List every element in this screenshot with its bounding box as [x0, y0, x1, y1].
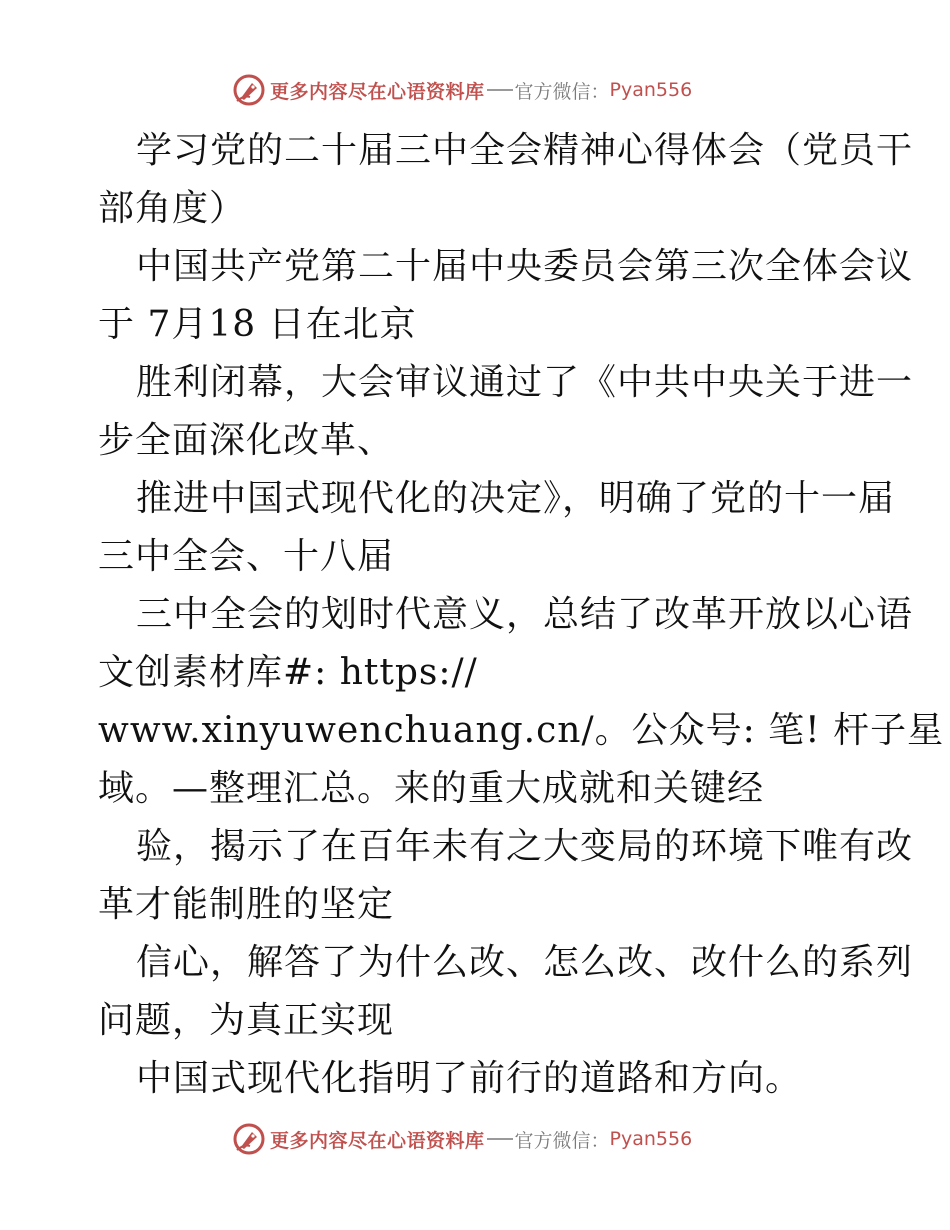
text-line: 步全面深化改革、 — [98, 420, 395, 461]
pen-nib-logo-icon — [232, 73, 266, 107]
text-line: 信心，解答了为什么改、怎么改、改什么的系列 — [136, 942, 914, 983]
text-line: 中国式现代化指明了前行的道路和方向。 — [136, 1058, 803, 1099]
banner-wechat-label: 官方微信： — [514, 1129, 610, 1152]
banner-main-text: 更多内容尽在心语资料库 — [270, 1129, 485, 1152]
banner-wechat-id: Pyan556 — [609, 1128, 693, 1150]
text-line: 域。—整理汇总。来的重大成就和关键经 — [98, 768, 765, 809]
text-line: 推进中国式现代化的决定》，明确了党的十一届 — [136, 478, 896, 519]
text-line: 验，揭示了在百年未有之大变局的环境下唯有改 — [136, 826, 914, 867]
header-banner — [232, 73, 732, 107]
text-line: 革才能制胜的坚定 — [98, 884, 395, 925]
text-line: 学习党的二十届三中全会精神心得体会（党员干 — [136, 130, 914, 171]
banner-dash — [487, 1138, 513, 1140]
banner-dash — [487, 89, 513, 91]
banner-wechat-label: 官方微信： — [514, 80, 610, 103]
pen-nib-logo-icon — [232, 1122, 266, 1156]
banner-wechat-id: Pyan556 — [609, 79, 693, 101]
footer-banner — [232, 1122, 732, 1156]
text-line: 于 7月18 日在北京 — [98, 304, 417, 345]
text-line: 中国共产党第二十届中央委员会第三次全体会议 — [136, 246, 914, 287]
text-line: 文创素材库#: https:// — [98, 652, 478, 693]
text-line: 三中全会的划时代意义，总结了改革开放以心语 — [136, 594, 914, 635]
text-line: 胜利闭幕，大会审议通过了《中共中央关于进一 — [136, 362, 914, 403]
text-line: 部角度） — [98, 188, 247, 229]
banner-main-text: 更多内容尽在心语资料库 — [270, 80, 485, 103]
document-body — [98, 122, 945, 1108]
text-line: 问题，为真正实现 — [98, 1000, 395, 1041]
text-line: www.xinyuwenchuang.cn/。公众号: 笔! 杆子星 — [98, 710, 945, 751]
text-line: 三中全会、十八届 — [98, 536, 395, 577]
